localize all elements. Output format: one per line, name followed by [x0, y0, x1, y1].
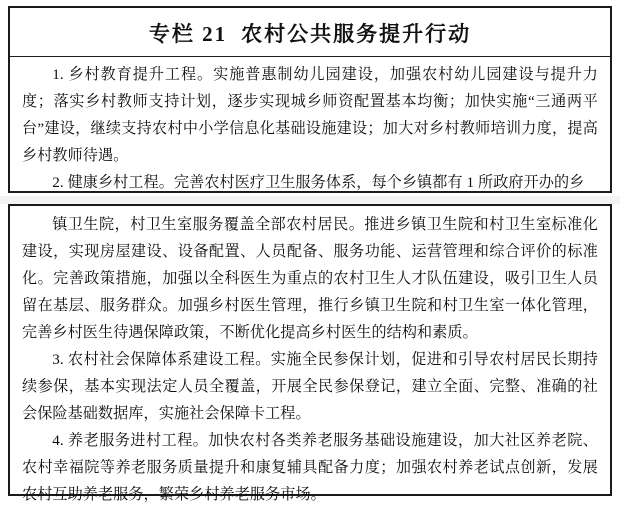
callout-box-lower	[8, 204, 612, 503]
paragraph-4: 3. 农村社会保障体系建设工程。实施全民参保计划，促进和引导农村居民长期持续参保，基本实现法定人员全覆盖，开展全民参保登记，建立全面、完整、准确的社会保险基础数据库，实施社会保障卡工程。	[22, 352, 598, 422]
paragraph-5: 4. 养老服务进村工程。加快农村各类养老服务基础设施建设，加大社区养老院、农村幸福院等养老服务质量提升和康复辅具配备力度；加强农村养老试点创新，发展农村互助养老服务，繁荣乡村养老服务市场。	[22, 433, 598, 503]
title-line	[10, 18, 610, 48]
lower-body	[10, 206, 610, 513]
title-label: 专栏 21	[148, 22, 228, 46]
upper-body	[10, 57, 610, 201]
page-break-gap	[0, 196, 620, 204]
callout-box-upper	[8, 6, 612, 193]
paragraph-2: 2. 健康乡村工程。完善农村医疗卫生服务体系，每个乡镇都有 1 所政府开办的乡	[52, 175, 585, 191]
paragraph-1: 1. 乡村教育提升工程。实施普惠制幼儿园建设，加强农村幼儿园建设与提升力度；落实乡村教师支持计划，逐步实现城乡师资配置基本均衡；加快实施“三通两平台”建设，继续支持农村中小学信息化基础设施建设；加大对乡村教师培训力度，提高乡村教师待遇。	[22, 67, 598, 164]
paragraph-3: 镇卫生院，村卫生室服务覆盖全部农村居民。推进乡镇卫生院和村卫生室标准化建设，实现房屋建设、设备配置、人员配备、服务功能、运营管理和综合评价的标准化。完善政策措施，加强以全科医生为重点的农村卫生人才队伍建设，吸引卫生人员留在基层、服务群众。加强乡村医生管理，推行乡镇卫生院和村卫生室一体化管理，完善乡村医生待遇保障政策，不断优化提高乡村医生的结构和素质。	[22, 217, 598, 341]
callout-title	[10, 8, 610, 56]
title-heading: 农村公共服务提升行动	[241, 22, 472, 46]
